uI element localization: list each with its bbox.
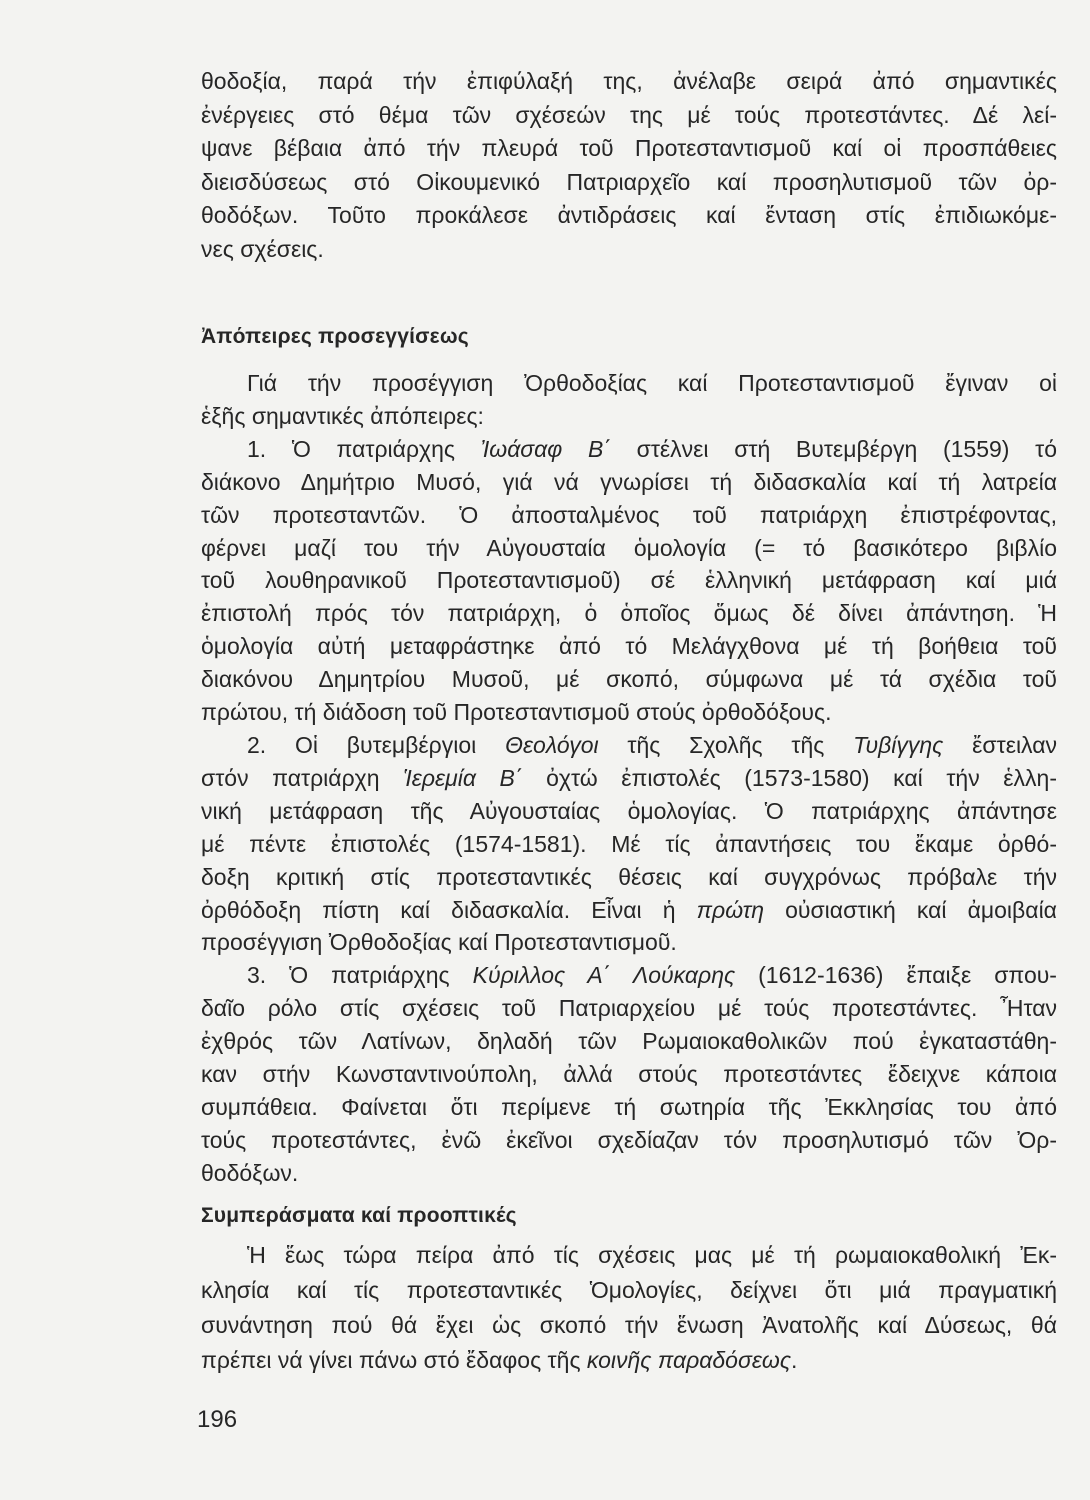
italic-text-segment: Ἰωάσαφ Β΄ (480, 435, 611, 462)
text-line (201, 597, 1057, 630)
text-line (201, 400, 1057, 433)
text-line (201, 1238, 1057, 1273)
text-line (201, 65, 1057, 99)
text-segment: . (791, 1347, 798, 1373)
section-heading-attempts: Ἀπόπειρες προσεγγίσεως (201, 325, 469, 348)
text-line (201, 828, 1057, 861)
text-line (201, 1273, 1057, 1308)
text-line (201, 926, 1057, 959)
text-segment: ἔστειλαν (943, 731, 1058, 758)
text-line (201, 1308, 1057, 1343)
text-segment: ὀχτώ ἐπιστολές (1573-1580) καί τήν ἑλλη- (522, 764, 1057, 791)
attempts-section (201, 367, 1057, 1190)
text-line (201, 663, 1057, 696)
text-line (201, 1025, 1057, 1058)
italic-text-segment: Κύριλλος Α΄ Λούκαρης (472, 962, 736, 989)
text-segment: καν στήν Κωνσταντινούπολη, ἀλλά στούς προτεστάντες ἔδειχνε κάποια (201, 1061, 1057, 1088)
italic-text-segment: πρώτη (696, 896, 764, 923)
text-segment: συνάντηση πού θά ἔχει ὡς σκοπό τήν ἕνωση Ἀνατολῆς καί Δύσεως, θά (201, 1312, 1057, 1338)
text-line (201, 762, 1057, 795)
text-line (201, 166, 1057, 200)
text-segment: Γιά τήν προσέγγιση Ὀρθοδοξίας καί Προτεσταντισμοῦ ἔγιναν οἱ (247, 370, 1057, 396)
text-segment: πρώτου, τή διάδοση τοῦ Προτεσταντισμοῦ στούς ὀρθοδόξους. (201, 699, 832, 726)
text-segment: μέ πέντε ἐπιστολές (1574-1581). Μέ τίς ἀπαντήσεις του ἔκαμε ὀρθό- (201, 830, 1057, 857)
text-line (201, 1058, 1057, 1091)
text-line (201, 795, 1057, 828)
text-line (201, 1124, 1057, 1157)
text-line (201, 1157, 1057, 1190)
text-segment: ὀρθόδοξη πίστη καί διδασκαλία. Εἶναι ἡ (201, 896, 697, 923)
italic-text-segment: Τυβίγγης (853, 731, 944, 758)
text-line (201, 532, 1057, 565)
text-segment: (1612-1636) ἔπαιξε σπου- (735, 962, 1057, 989)
section-heading-conclusions: Συμπεράσματα καί προοπτικές (201, 1204, 517, 1227)
text-line (201, 1343, 1057, 1378)
text-segment: διάκονο Δημήτριο Μυσό, γιά νά γνωρίσει τή διδασκαλία καί τή λατρεία (201, 468, 1057, 495)
italic-text-segment: Ἱερεμία Β΄ (403, 764, 523, 791)
text-line (201, 466, 1057, 499)
text-line (201, 861, 1057, 894)
text-line (201, 367, 1057, 400)
text-line (201, 199, 1057, 233)
text-segment: ἐχθρός τῶν Λατίνων, δηλαδή τῶν Ρωμαιοκαθολικῶν πού ἐγκαταστάθη- (201, 1028, 1057, 1055)
italic-text-segment: Θεολόγοι (505, 731, 599, 758)
text-line (201, 959, 1057, 992)
text-segment: Ἡ ἕως τώρα πείρα ἀπό τίς σχέσεις μας μέ τή ρωμαιοκαθολική Ἐκ- (247, 1242, 1057, 1268)
text-segment: τῆς Σχολῆς τῆς (598, 731, 854, 758)
intro-paragraph (201, 65, 1057, 267)
text-segment: στόν πατριάρχη (201, 764, 404, 791)
text-segment: κλησία καί τίς προτεσταντικές Ὁμολογίες, δείχνει ὅτι μιά πραγματική (201, 1277, 1057, 1303)
text-segment: νες σχέσεις. (201, 235, 324, 262)
conclusions-section (201, 1238, 1057, 1378)
italic-text-segment: κοινῆς παραδόσεως (586, 1347, 792, 1373)
text-segment: δοξη κριτική στίς προτεσταντικές θέσεις καί συγχρόνως πρόβαλε τήν (201, 863, 1057, 890)
text-segment: ἐπιστολή πρός τόν πατριάρχη, ὁ ὁποῖος ὅμως δέ δίνει ἀπάντηση. Ἡ (201, 600, 1057, 627)
text-line (201, 992, 1057, 1025)
text-line (201, 132, 1057, 166)
text-segment: νική μετάφραση τῆς Αὐγουσταίας ὁμολογίας. Ὁ πατριάρχης ἀπάντησε (201, 797, 1057, 824)
text-segment: ἐνέργειες στό θέμα τῶν σχέσεών της μέ τούς προτεστάντες. Δέ λεί- (201, 101, 1057, 128)
page-number: 196 (197, 1406, 238, 1433)
text-segment: θοδοξία, παρά τήν ἐπιφύλαξή της, ἀνέλαβε σειρά ἀπό σημαντικές (201, 68, 1057, 94)
text-segment: 2. Οἱ βυτεμβέργιοι (247, 731, 506, 758)
text-segment: τοῦ λουθηρανικοῦ Προτεσταντισμοῦ) σέ ἑλληνική μετάφραση καί μιά (201, 567, 1057, 594)
text-segment: δαῖο ρόλο στίς σχέσεις τοῦ Πατριαρχείου μέ τούς προτεστάντες. Ἦταν (201, 995, 1057, 1022)
text-segment: ὁμολογία αὐτή μεταφράστηκε ἀπό τό Μελάγχθονα μέ τή βοήθεια τοῦ (201, 633, 1057, 660)
text-line (201, 1091, 1057, 1124)
text-segment: προσέγγιση Ὀρθοδοξίας καί Προτεσταντισμοῦ. (201, 929, 677, 956)
text-segment: οὐσιαστική καί ἀμοιβαία (764, 896, 1057, 923)
text-segment: διεισδύσεως στό Οἰκουμενικό Πατριαρχεῖο καί προσηλυτισμοῦ τῶν ὀρ- (201, 168, 1057, 195)
text-segment: θοδόξων. (201, 1159, 299, 1186)
text-line (201, 729, 1057, 762)
text-segment: τῶν προτεσταντῶν. Ὁ ἀποσταλμένος τοῦ πατριάρχη ἐπιστρέφοντας, (201, 501, 1057, 528)
text-line (201, 564, 1057, 597)
text-segment: πρέπει νά γίνει πάνω στό ἔδαφος τῆς (201, 1347, 587, 1373)
text-line (201, 894, 1057, 927)
text-line (201, 630, 1057, 663)
text-line (201, 99, 1057, 133)
text-line (201, 499, 1057, 532)
text-segment: 1. Ὁ πατριάρχης (247, 435, 481, 462)
text-segment: στέλνει στή Βυτεμβέργη (1559) τό (610, 435, 1057, 462)
text-line (201, 433, 1057, 466)
text-segment: 3. Ὁ πατριάρχης (247, 962, 473, 989)
text-segment: θοδόξων. Τοῦτο προκάλεσε ἀντιδράσεις καί ἔνταση στίς ἐπιδιωκόμε- (201, 202, 1057, 229)
text-line (201, 233, 1057, 267)
text-segment: διακόνου Δημητρίου Μυσοῦ, μέ σκοπό, σύμφωνα μέ τά σχέδια τοῦ (201, 666, 1057, 693)
text-line (201, 696, 1057, 729)
text-segment: ἑξῆς σημαντικές ἀπόπειρες: (201, 402, 484, 429)
text-segment: ψανε βέβαια ἀπό τήν πλευρά τοῦ Προτεσταντισμοῦ καί οἱ προσπάθειες (201, 135, 1057, 162)
text-segment: φέρνει μαζί του τήν Αὐγουσταία ὁμολογία (= τό βασικότερο βιβλίο (201, 534, 1057, 561)
text-segment: συμπάθεια. Φαίνεται ὅτι περίμενε τή σωτηρία τῆς Ἐκκλησίας του ἀπό (201, 1093, 1057, 1120)
text-segment: τούς προτεστάντες, ἐνῶ ἐκεῖνοι σχεδίαζαν τόν προσηλυτισμό τῶν Ὀρ- (201, 1126, 1057, 1153)
